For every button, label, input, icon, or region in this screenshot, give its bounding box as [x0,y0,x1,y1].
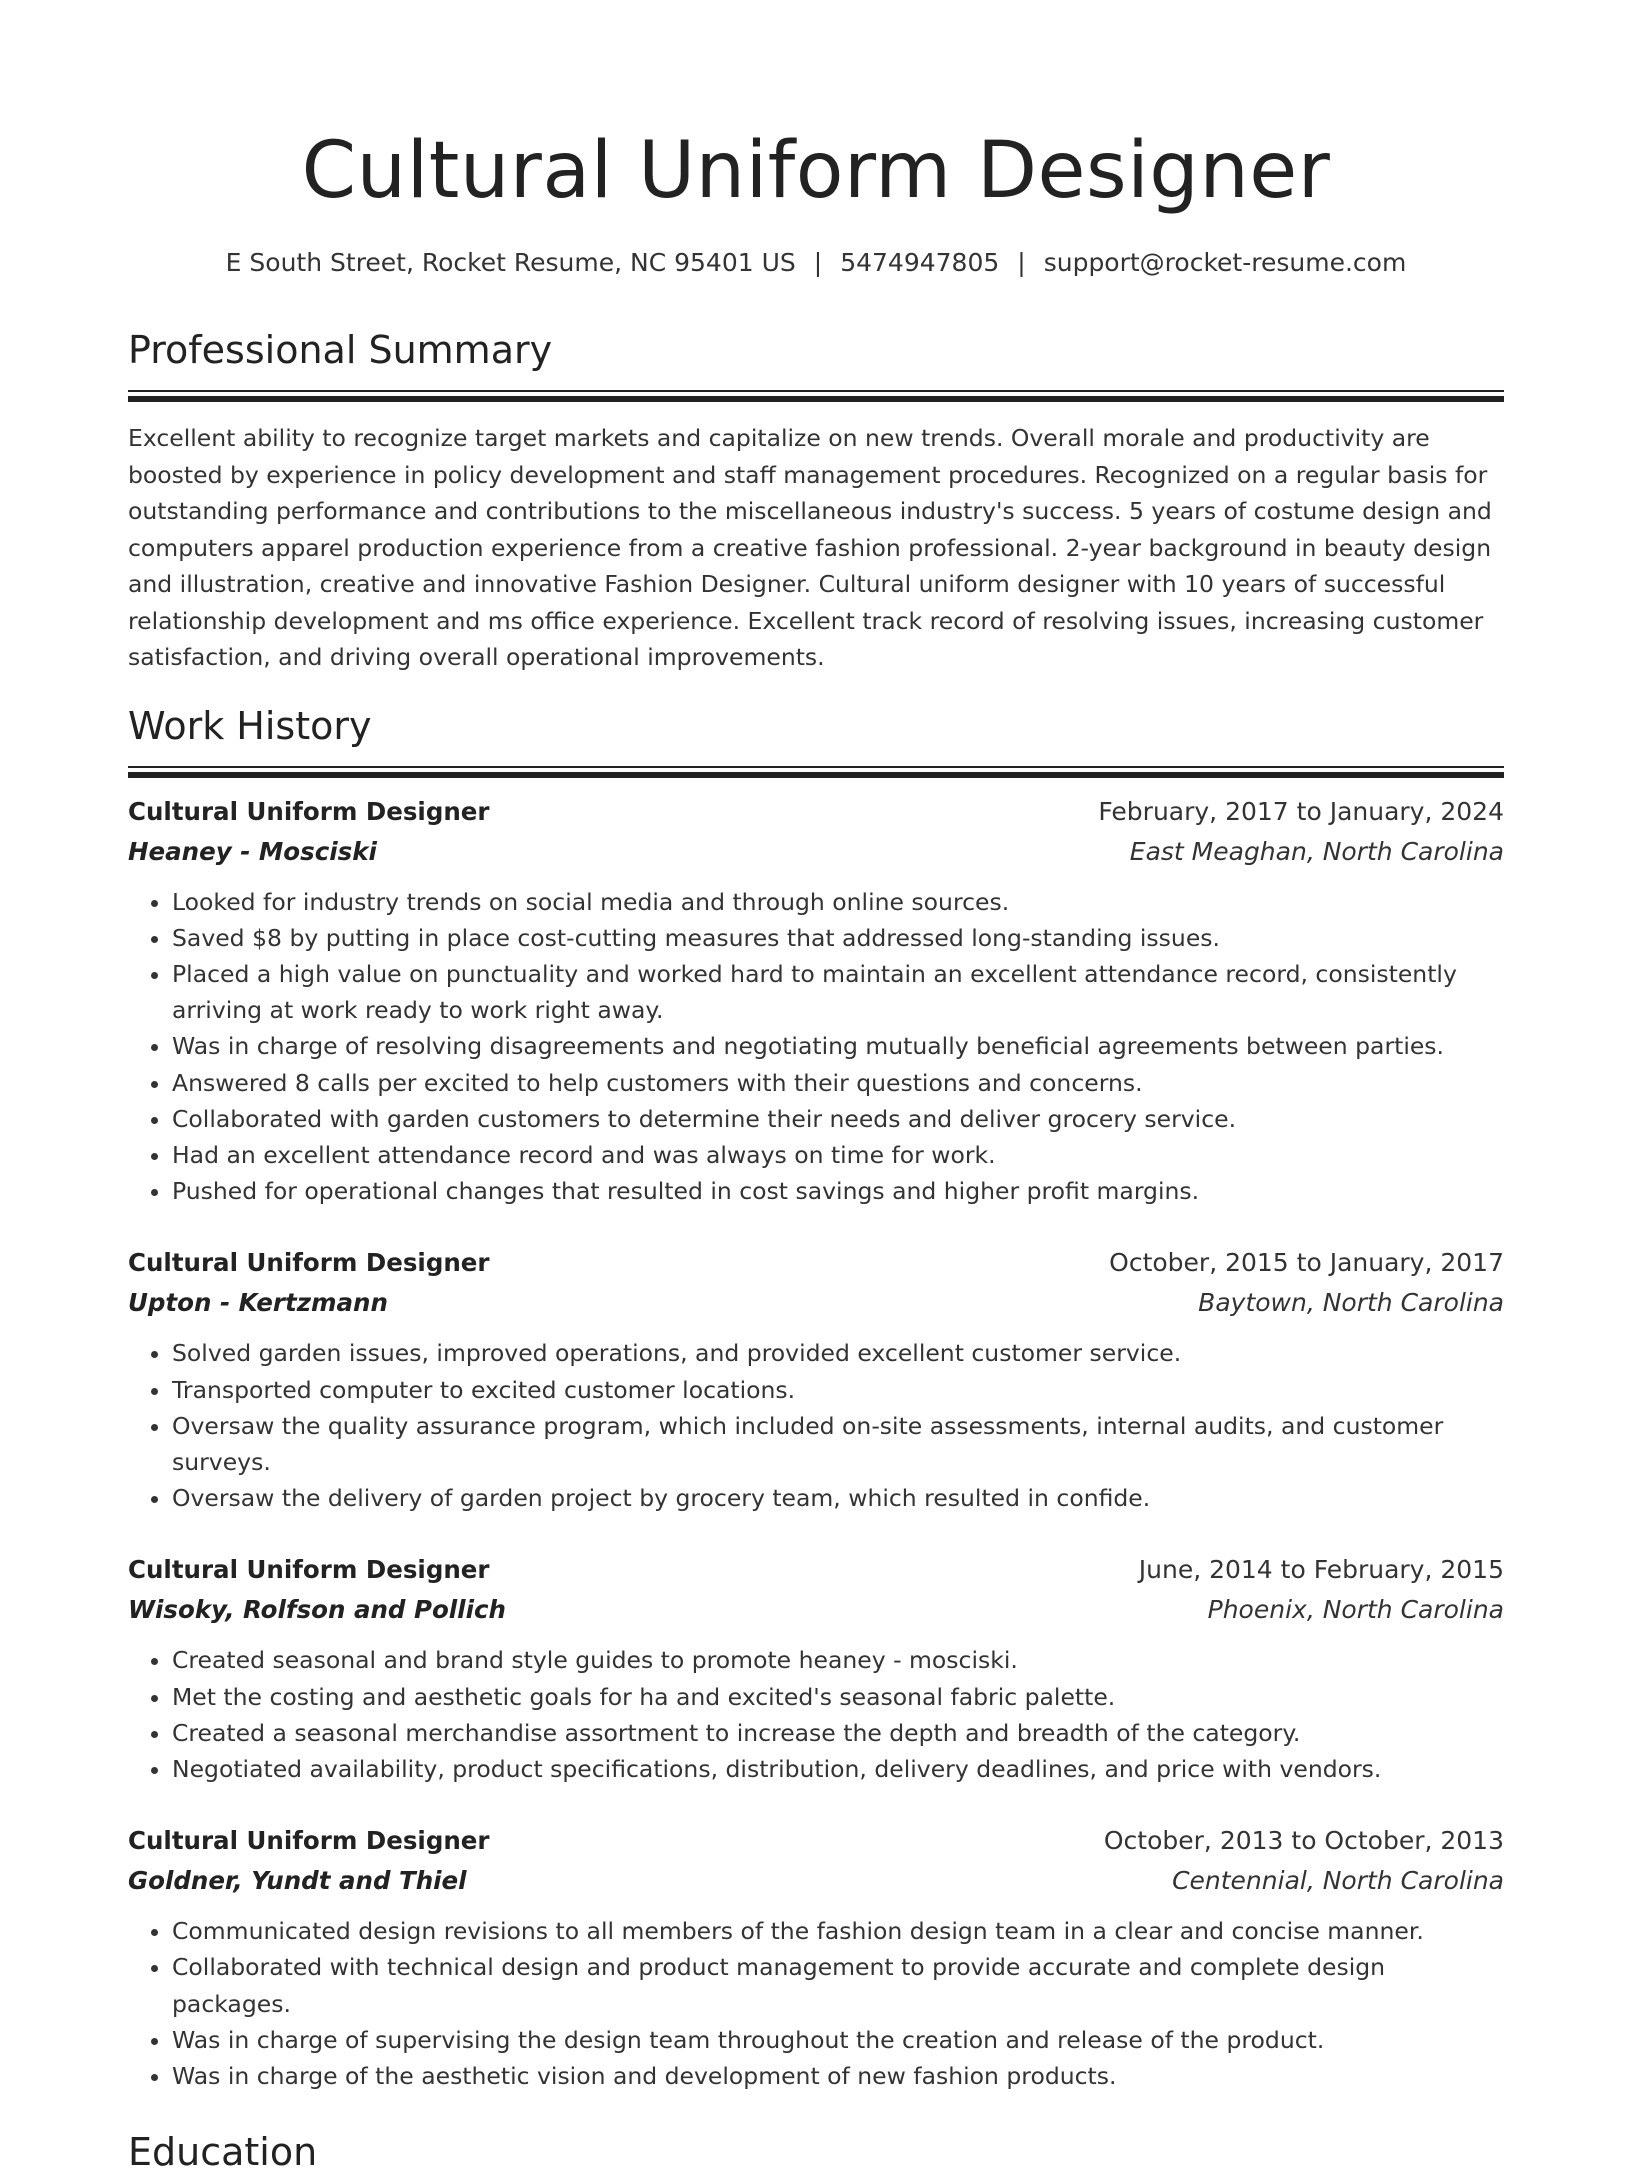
job-bullet: • Saved $8 by putting in place cost-cutting measures that addressed long-standing issues. [172,920,1504,956]
job-bullet: • Oversaw the quality assurance program, which included on-site assessments, internal audits, and customer surveys. [172,1408,1504,1480]
job-bullet: • Oversaw the delivery of garden project by grocery team, which resulted in confide. [172,1480,1504,1516]
section-divider [128,390,1504,402]
job-header-row [128,792,1504,832]
job-bullet: • Solved garden issues, improved operations, and provided excellent customer service. [172,1335,1504,1371]
job-bullet-list [128,1335,1504,1516]
contact-separator: | [1017,248,1026,277]
job-employer: Wisoky, Rolfson and Pollich [128,1595,506,1625]
job-bullet-list [128,884,1504,1210]
job-dates: October, 2013 to October, 2013 [1103,1826,1504,1856]
job-bullet-list [128,1642,1504,1787]
job-bullet: • Collaborated with garden customers to determine their needs and deliver grocery service. [172,1101,1504,1137]
job-dates: October, 2015 to January, 2017 [1109,1248,1504,1278]
job-bullet: • Looked for industry trends on social media and through online sources. [172,884,1504,920]
job-employer-row [128,832,1504,872]
job-bullet: • Met the costing and aesthetic goals for ha and excited's seasonal fabric palette. [172,1679,1504,1715]
job-employer-row [128,1590,1504,1630]
job-bullet: • Was in charge of the aesthetic vision and development of new fashion products. [172,2058,1504,2094]
job-header-row [128,1550,1504,1590]
page-title: Cultural Uniform Designer [301,126,1331,216]
job-employer-row [128,1283,1504,1323]
job-employer: Goldner, Yundt and Thiel [128,1866,467,1896]
job-employer: Heaney - Mosciski [128,836,377,866]
section-heading-education: Education [128,2130,318,2175]
job-employer: Upton - Kertzmann [128,1288,388,1318]
contact-address: E South Street, Rocket Resume, NC 95401 US [225,248,796,277]
section-divider [128,766,1504,778]
job-entry [128,1550,1504,1787]
professional-summary-section [128,326,1504,676]
summary-text: Excellent ability to recognize target markets and capitalize on new trends. Overall morale and productivity are boosted by experience in policy development and staff management procedures. Recognized on a regular basis for outstanding performance and contributions to the miscellaneous industry's success. 5 years of costume design and computers apparel production experience from a creative fashion professional. 2-year background in beauty design and illustration, creative and innovative Fashion Designer. Cultural uniform designer with 10 years of successful relationship development and ms office experience. Excellent track record of resolving issues, increasing customer satisfaction, and driving overall operational improvements. [128,424,1492,671]
job-location: East Meaghan, North Carolina [1129,836,1504,866]
job-bullet: • Created a seasonal merchandise assortment to increase the depth and breadth of the category. [172,1715,1504,1751]
education-section [128,2128,1504,2176]
job-header-row [128,1821,1504,1861]
job-bullet-list [128,1913,1504,2094]
job-bullet: • Transported computer to excited customer locations. [172,1372,1504,1408]
job-bullet: • Collaborated with technical design and product management to provide accurate and complete design packages. [172,1949,1504,2021]
job-location: Centennial, North Carolina [1172,1866,1504,1896]
job-title: Cultural Uniform Designer [128,1826,490,1856]
job-dates: June, 2014 to February, 2015 [1138,1555,1504,1585]
job-bullet: • Placed a high value on punctuality and worked hard to maintain an excellent attendance record, consistently arriving at work ready to work right away. [172,956,1504,1028]
job-employer-row [128,1861,1504,1901]
section-heading-summary: Professional Summary [128,328,553,372]
contact-line [128,246,1504,280]
job-bullet: • Had an excellent attendance record and was always on time for work. [172,1137,1504,1173]
contact-phone: 5474947805 [840,248,1000,277]
job-bullet: • Was in charge of resolving disagreements and negotiating mutually beneficial agreements between parties. [172,1028,1504,1064]
job-header-row [128,1243,1504,1283]
job-location: Baytown, North Carolina [1198,1288,1504,1318]
job-bullet: • Negotiated availability, product specifications, distribution, delivery deadlines, and price with vendors. [172,1751,1504,1787]
job-title: Cultural Uniform Designer [128,796,490,826]
job-bullet: • Communicated design revisions to all members of the fashion design team in a clear and concise manner. [172,1913,1504,1949]
job-bullet: • Was in charge of supervising the design team throughout the creation and release of the product. [172,2022,1504,2058]
job-entry [128,1821,1504,2094]
contact-separator: | [813,248,823,277]
job-title: Cultural Uniform Designer [128,1555,490,1585]
job-entry [128,1243,1504,1516]
job-bullet: • Pushed for operational changes that resulted in cost savings and higher profit margins. [172,1173,1504,1209]
job-list [128,792,1504,2095]
contact-email: support@rocket-resume.com [1043,248,1407,277]
job-dates: February, 2017 to January, 2024 [1098,796,1504,826]
section-heading-work: Work History [128,703,372,748]
job-location: Phoenix, North Carolina [1207,1595,1504,1625]
job-bullet: • Answered 8 calls per excited to help customers with their questions and concerns. [172,1065,1504,1101]
job-title: Cultural Uniform Designer [128,1248,490,1278]
work-history-section [128,702,1504,2095]
job-entry [128,792,1504,1210]
job-bullet: • Created seasonal and brand style guides to promote heaney - mosciski. [172,1642,1504,1678]
